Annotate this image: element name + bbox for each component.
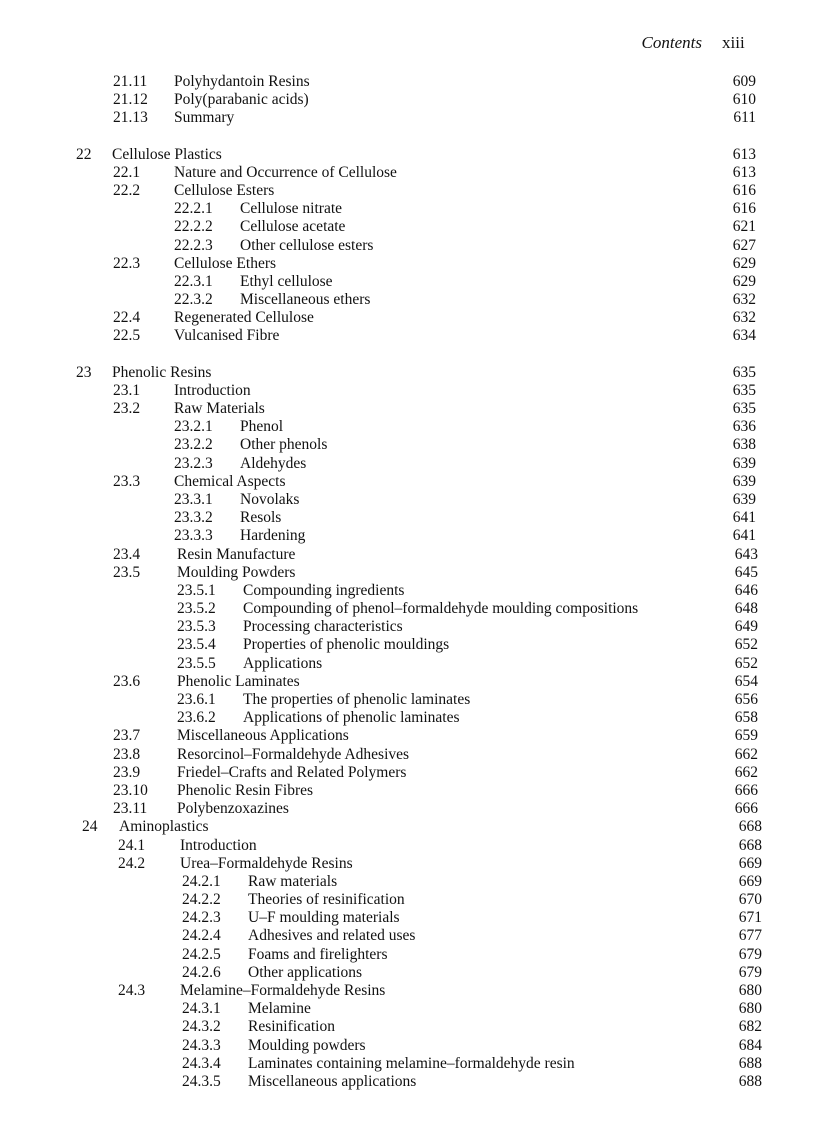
toc-entry-page: 682 (738, 1018, 762, 1036)
toc-entry-title: Cellulose Esters (174, 181, 275, 199)
toc-entry-number: 24.3.2 (182, 1018, 221, 1036)
toc-entry (0, 109, 816, 127)
toc-entry (0, 709, 816, 727)
toc-entry-title: Vulcanised Fibre (174, 327, 280, 345)
toc-entry (0, 273, 816, 291)
toc-entry-page: 652 (734, 654, 758, 672)
toc-entry-title: Moulding Powders (177, 563, 296, 581)
toc-entry (0, 491, 816, 509)
toc-entry-number: 23 (76, 363, 92, 381)
toc-entry (0, 982, 816, 1000)
toc-entry-number: 22.2.2 (174, 218, 213, 236)
toc-entry-number: 24 (82, 818, 98, 836)
toc-entry-page: 656 (734, 691, 758, 708)
toc-entry-page: 639 (732, 454, 756, 472)
toc-entry (0, 73, 816, 91)
toc-entry-number: 22.1 (113, 163, 141, 181)
toc-entry-title: Raw Materials (174, 400, 265, 417)
toc-entry (0, 255, 816, 273)
toc-entry-page: 652 (734, 636, 758, 654)
toc-entry-title: Miscellaneous ethers (240, 291, 371, 309)
toc-entry-page: 684 (738, 1036, 762, 1054)
toc-entry-page: 662 (734, 745, 758, 763)
header-title: Contents (641, 33, 702, 52)
toc-entry (0, 673, 816, 691)
toc-entry-page: 639 (732, 472, 756, 490)
toc-entry-number: 24.3.1 (182, 1000, 221, 1018)
toc-entry (0, 200, 816, 218)
toc-entry-number: 23.8 (113, 745, 141, 763)
toc-entry-page: 635 (732, 363, 756, 381)
toc-entry-title: U–F moulding materials (248, 909, 400, 927)
toc-entry-page: 679 (738, 963, 762, 981)
toc-entry-number: 23.5 (113, 563, 141, 581)
toc-entry (0, 837, 816, 855)
toc-entry-title: Cellulose nitrate (240, 200, 343, 218)
toc-entry (0, 1018, 816, 1036)
toc-entry-page: 629 (732, 272, 756, 290)
toc-entry-title: Miscellaneous applications (248, 1072, 417, 1090)
toc-entry (0, 582, 816, 600)
toc-entry-page: 669 (738, 872, 762, 890)
toc-entry-page: 641 (732, 527, 756, 545)
toc-entry-title: Other cellulose esters (240, 236, 374, 254)
toc-entry-number: 23.6.2 (177, 709, 216, 727)
toc-entry-page: 648 (734, 600, 758, 618)
toc-entry-page: 610 (732, 91, 756, 109)
toc-entry-number: 24.2.3 (182, 909, 221, 927)
toc-entry-title: Properties of phenolic mouldings (243, 636, 450, 654)
toc-entry (0, 855, 816, 873)
toc-entry (0, 309, 816, 327)
toc-chapter (0, 818, 816, 836)
toc-entry-title: Compounding of phenol–formaldehyde moulding compositions (243, 600, 639, 618)
toc-entry-page: 609 (732, 73, 756, 90)
toc-entry-title: Processing characteristics (243, 618, 403, 636)
toc-entry (0, 964, 816, 982)
toc-entry-page: 632 (732, 309, 756, 327)
toc-entry (0, 764, 816, 782)
toc-entry-page: 677 (738, 927, 762, 945)
toc-entry-number: 23.5.3 (177, 618, 216, 636)
toc-entry (0, 291, 816, 309)
toc-entry-page: 627 (732, 236, 756, 254)
toc-entry-page: 688 (738, 1072, 762, 1090)
toc-entry-title: Phenolic Laminates (177, 672, 300, 690)
toc-entry-number: 22.3.1 (174, 272, 213, 290)
toc-entry (0, 418, 816, 436)
toc-entry-title: Foams and firelighters (248, 945, 388, 963)
toc-entry (0, 527, 816, 545)
toc-entry (0, 746, 816, 764)
toc-entry-page: 688 (738, 1054, 762, 1072)
toc-entry (0, 91, 816, 109)
toc-entry-title: Aldehydes (240, 454, 307, 472)
toc-entry (0, 927, 816, 945)
toc-entry-title: Resorcinol–Formaldehyde Adhesives (177, 745, 410, 763)
toc-entry-page: 654 (734, 672, 758, 690)
toc-entry-number: 23.11 (113, 800, 148, 818)
toc-entry (0, 218, 816, 236)
toc-entry-number: 22.5 (113, 327, 141, 345)
toc-entry-title: Aminoplastics (119, 818, 209, 836)
toc-entry-title: Ethyl cellulose (240, 272, 333, 290)
toc-chapter (0, 364, 816, 382)
toc-entry-number: 23.4 (113, 545, 141, 563)
toc-entry-number: 23.7 (113, 727, 141, 745)
toc-entry (0, 655, 816, 673)
toc-entry-page: 666 (734, 781, 758, 799)
toc-entry-number: 23.3.2 (174, 509, 213, 527)
toc-entry-title: Adhesives and related uses (248, 927, 416, 945)
toc-entry (0, 509, 816, 527)
toc-entry-number: 22.3.2 (174, 291, 213, 309)
toc-entry-page: 616 (732, 181, 756, 199)
toc-entry-title: Melamine (248, 1000, 311, 1018)
toc-entry-page: 636 (732, 418, 756, 436)
toc-entry (0, 1055, 816, 1073)
toc-entry-title: Polyhydantoin Resins (174, 73, 310, 90)
toc-entry-title: Other applications (248, 963, 363, 981)
toc-entry-number: 23.1 (113, 381, 141, 399)
toc-entry-title: Introduction (180, 836, 257, 854)
toc-entry-page: 666 (734, 800, 758, 818)
toc-entry-number: 23.3.1 (174, 490, 213, 508)
toc-entry-page: 643 (734, 545, 758, 563)
toc-entry (0, 800, 816, 818)
toc-entry-title: Other phenols (240, 436, 328, 454)
toc-entry-number: 23.10 (113, 781, 148, 799)
toc-entry (0, 182, 816, 200)
toc-entry-number: 23.2.3 (174, 454, 213, 472)
toc-entry-number: 24.2.1 (182, 872, 221, 890)
toc-entry-title: Nature and Occurrence of Cellulose (174, 163, 397, 181)
toc-entry-title: Applications of phenolic laminates (243, 709, 460, 727)
toc-entry (0, 382, 816, 400)
toc-entry-page: 641 (732, 509, 756, 527)
toc-entry-title: Summary (174, 109, 235, 127)
toc-entry-number: 22 (76, 145, 92, 163)
toc-entry-page: 621 (732, 218, 756, 236)
toc-entry-title: Chemical Aspects (174, 472, 286, 490)
toc-entry-page: 611 (733, 109, 756, 127)
toc-entry (0, 327, 816, 345)
toc-entry-number: 24.2.2 (182, 891, 221, 909)
toc-entry-number: 23.3 (113, 472, 141, 490)
toc-entry-page: 659 (734, 727, 758, 745)
toc-entry-page: 669 (738, 854, 762, 872)
toc-entry (0, 782, 816, 800)
toc-entry-page: 638 (732, 436, 756, 454)
toc-entry (0, 946, 816, 964)
toc-entry (0, 873, 816, 891)
toc-entry-page: 670 (738, 891, 762, 909)
toc-entry-page: 680 (738, 982, 762, 999)
toc-entry-page: 613 (732, 145, 756, 163)
toc-entry (0, 400, 816, 418)
toc-entry (0, 1000, 816, 1018)
toc-entry-page: 649 (734, 618, 758, 636)
toc-entry-page: 639 (732, 490, 756, 508)
toc-entry-page: 671 (738, 909, 762, 927)
toc-entry-title: Regenerated Cellulose (174, 309, 314, 327)
toc-entry-title: Cellulose acetate (240, 218, 346, 236)
toc-entry-title: Resinification (248, 1018, 335, 1036)
toc-entry-page: 632 (732, 291, 756, 309)
toc-entry-number: 24.2.5 (182, 945, 221, 963)
toc-entry-number: 23.9 (113, 763, 141, 781)
toc-entry-title: Theories of resinification (248, 891, 405, 909)
toc-entry-number: 23.6 (113, 672, 141, 690)
toc-entry (0, 1073, 816, 1091)
toc-entry-page: 658 (734, 709, 758, 727)
toc-entry-page: 668 (738, 836, 762, 854)
toc-entry (0, 727, 816, 745)
toc-entry-number: 21.12 (113, 91, 148, 109)
toc-entry-number: 24.2.4 (182, 927, 221, 945)
toc-entry-number: 23.5.2 (177, 600, 216, 618)
toc-entry-number: 24.2 (118, 854, 146, 872)
toc-entry (0, 891, 816, 909)
toc-entry-number: 24.3.4 (182, 1054, 221, 1072)
toc-entry-number: 24.3.5 (182, 1072, 221, 1090)
toc-entry-page: 635 (732, 400, 756, 417)
toc-entry-title: Hardening (240, 527, 306, 545)
toc-entry-number: 22.2 (113, 181, 141, 199)
toc-entry-page: 635 (732, 381, 756, 399)
toc-entry (0, 436, 816, 454)
toc-entry-number: 24.2.6 (182, 963, 221, 981)
toc-entry (0, 618, 816, 636)
toc-entry-page: 679 (738, 945, 762, 963)
toc-entry-page: 662 (734, 763, 758, 781)
toc-entry (0, 564, 816, 582)
toc-entry-title: Poly(parabanic acids) (174, 91, 309, 109)
toc-chapter (0, 146, 816, 164)
toc-entry-title: Introduction (174, 381, 251, 399)
toc-entry-number: 23.5.5 (177, 654, 216, 672)
toc-entry-title: Raw materials (248, 872, 338, 890)
running-header (0, 33, 816, 57)
toc-entry-number: 22.2.1 (174, 200, 213, 218)
toc-entry-number: 23.2.2 (174, 436, 213, 454)
toc-entry-page: 616 (732, 200, 756, 218)
toc-entry-number: 23.3.3 (174, 527, 213, 545)
toc-entry (0, 909, 816, 927)
toc-entry-number: 24.3.3 (182, 1036, 221, 1054)
toc-entry-number: 23.2 (113, 400, 141, 417)
toc-entry-number: 24.1 (118, 836, 146, 854)
toc-entry-page: 668 (738, 818, 762, 836)
toc-entry-page: 613 (732, 163, 756, 181)
toc-entry (0, 237, 816, 255)
toc-entry-title: Phenol (240, 418, 284, 436)
toc-entry (0, 600, 816, 618)
toc-entry-title: Phenolic Resin Fibres (177, 781, 314, 799)
toc-entry-page: 646 (734, 581, 758, 599)
toc-entry-title: Laminates containing melamine–formaldehyde resin (248, 1054, 575, 1072)
toc-entry-title: Polybenzoxazines (177, 800, 289, 818)
toc-entry-title: Moulding powders (248, 1036, 366, 1054)
toc-entry-title: The properties of phenolic laminates (243, 691, 471, 708)
toc-entry (0, 473, 816, 491)
toc-entry-number: 22.4 (113, 309, 141, 327)
toc-entry (0, 636, 816, 654)
toc-entry (0, 455, 816, 473)
toc-entry-title: Resols (240, 509, 282, 527)
toc-entry-page: 629 (732, 254, 756, 272)
toc-entry-title: Urea–Formaldehyde Resins (180, 854, 353, 872)
toc-entry-page: 634 (732, 327, 756, 345)
toc-entry-title: Applications (243, 654, 323, 672)
toc-entry-title: Resin Manufacture (177, 545, 296, 563)
toc-entry-number: 22.3 (113, 254, 141, 272)
toc-entry (0, 164, 816, 182)
toc-entry-number: 21.11 (113, 73, 148, 90)
toc-entry-number: 23.5.1 (177, 581, 216, 599)
table-of-contents (0, 73, 816, 1103)
toc-entry (0, 691, 816, 709)
toc-entry (0, 1037, 816, 1055)
toc-entry-number: 22.2.3 (174, 236, 213, 254)
toc-entry-page: 645 (734, 563, 758, 581)
toc-entry-title: Cellulose Plastics (112, 145, 222, 163)
toc-entry-title: Friedel–Crafts and Related Polymers (177, 763, 407, 781)
toc-entry-number: 23.6.1 (177, 691, 216, 708)
toc-entry-number: 23.5.4 (177, 636, 216, 654)
toc-entry-title: Novolaks (240, 490, 300, 508)
toc-entry-title: Cellulose Ethers (174, 254, 277, 272)
header-page-number: xiii (722, 33, 745, 52)
toc-entry-page: 680 (738, 1000, 762, 1018)
toc-entry-number: 21.13 (113, 109, 148, 127)
toc-entry-title: Miscellaneous Applications (177, 727, 349, 745)
toc-entry-title: Compounding ingredients (243, 581, 405, 599)
toc-entry-number: 23.2.1 (174, 418, 213, 436)
toc-entry-title: Phenolic Resins (112, 363, 212, 381)
toc-entry-title: Melamine–Formaldehyde Resins (180, 982, 386, 999)
toc-entry-number: 24.3 (118, 982, 146, 999)
toc-entry (0, 546, 816, 564)
